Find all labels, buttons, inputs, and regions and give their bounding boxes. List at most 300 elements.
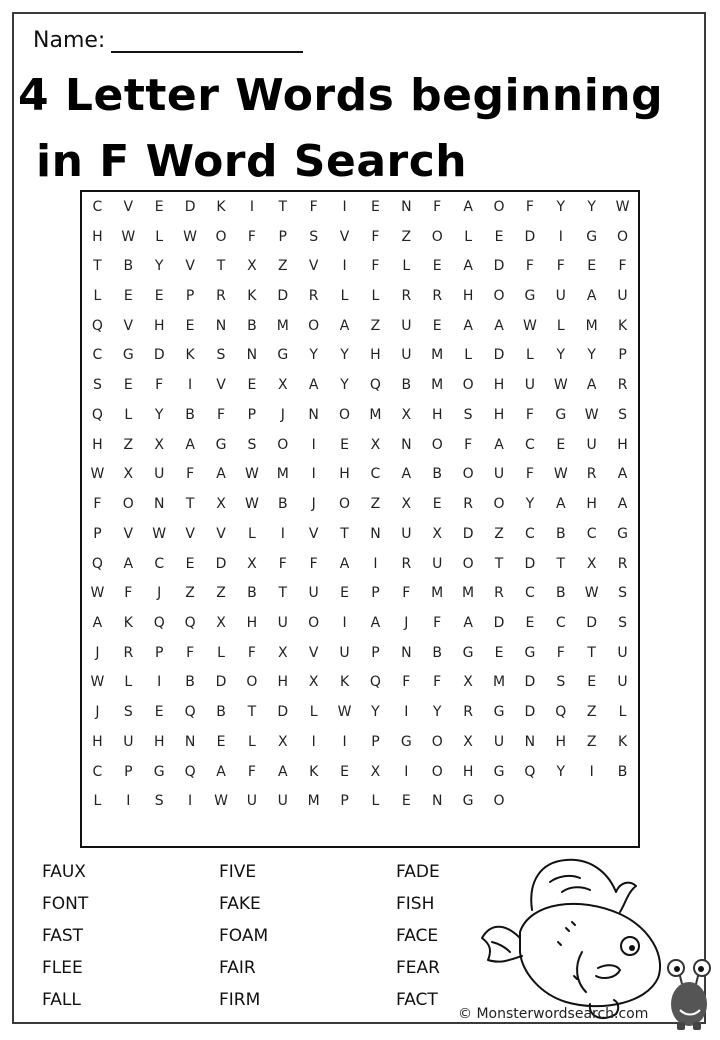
word-list-item: FACE bbox=[396, 926, 439, 946]
grid-letter: K bbox=[247, 288, 257, 305]
grid-letter: T bbox=[185, 496, 195, 513]
grid-letter: Y bbox=[309, 347, 318, 364]
grid-letter: F bbox=[186, 644, 195, 661]
grid-letter: G bbox=[400, 733, 412, 750]
grid-letter: V bbox=[339, 228, 350, 245]
grid-letter: S bbox=[618, 615, 627, 632]
grid-letter: L bbox=[124, 406, 133, 423]
grid-letter: S bbox=[309, 228, 319, 245]
grid-letter: W bbox=[121, 228, 136, 245]
grid-letter: W bbox=[244, 466, 259, 483]
grid-letter: Z bbox=[123, 436, 134, 453]
grid-letter: D bbox=[586, 615, 598, 632]
grid-letter: W bbox=[337, 704, 352, 721]
grid-letter: E bbox=[216, 733, 226, 750]
grid-letter: N bbox=[401, 644, 412, 661]
grid-letter: K bbox=[617, 733, 628, 750]
grid-letter: W bbox=[90, 466, 105, 483]
grid-letter: X bbox=[123, 466, 134, 483]
grid-letter: T bbox=[247, 704, 257, 721]
grid-letter: U bbox=[401, 347, 412, 364]
grid-letter: M bbox=[585, 317, 598, 334]
name-label: Name: bbox=[33, 28, 106, 53]
grid-letter: D bbox=[524, 674, 536, 691]
grid-letter: H bbox=[586, 496, 597, 513]
grid-letter: P bbox=[618, 347, 627, 364]
grid-letter: Y bbox=[587, 198, 596, 215]
grid-letter: A bbox=[92, 615, 103, 632]
grid-letter: H bbox=[277, 674, 289, 691]
grid-letter: Y bbox=[340, 347, 349, 364]
grid-letter: A bbox=[339, 555, 350, 572]
grid-letter: E bbox=[123, 288, 133, 305]
grid-letter: O bbox=[431, 228, 443, 245]
grid-letter: N bbox=[246, 347, 258, 364]
grid-letter: W bbox=[90, 674, 105, 691]
grid-letter: U bbox=[277, 793, 288, 810]
grid-letter: F bbox=[309, 555, 318, 572]
grid-letter: Z bbox=[401, 228, 412, 245]
word-list-item: FADE bbox=[396, 862, 440, 882]
grid-letter: O bbox=[493, 288, 505, 305]
grid-letter: A bbox=[586, 377, 597, 394]
grid-letter: E bbox=[123, 377, 133, 394]
grid-letter: V bbox=[308, 644, 319, 661]
grid-letter: O bbox=[215, 228, 227, 245]
grid-letter: F bbox=[93, 496, 102, 513]
grid-letter: I bbox=[404, 704, 409, 721]
grid-letter: W bbox=[584, 406, 599, 423]
grid-letter: X bbox=[247, 555, 257, 572]
grid-letter: Q bbox=[153, 615, 165, 632]
grid-letter: O bbox=[308, 317, 320, 334]
grid-letter: X bbox=[401, 406, 412, 423]
grid-letter: I bbox=[311, 436, 316, 453]
grid-letter: W bbox=[553, 377, 568, 394]
grid-letter: P bbox=[154, 644, 164, 661]
grid-letter: M bbox=[431, 585, 444, 602]
grid-letter: Y bbox=[525, 496, 535, 513]
grid-letter: D bbox=[277, 288, 289, 305]
grid-letter: S bbox=[154, 793, 164, 810]
grid-letter: I bbox=[188, 377, 193, 394]
grid-letter: B bbox=[185, 406, 195, 423]
grid-letter: T bbox=[93, 258, 102, 275]
grid-letter: J bbox=[95, 704, 100, 721]
grid-letter: B bbox=[247, 317, 257, 334]
grid-letter: T bbox=[494, 555, 504, 572]
grid-letter: L bbox=[464, 347, 472, 364]
grid-letter: K bbox=[339, 674, 350, 691]
grid-letter: O bbox=[462, 377, 474, 394]
grid-letter: M bbox=[307, 793, 320, 810]
grid-letter: C bbox=[524, 436, 535, 453]
grid-letter: A bbox=[463, 198, 473, 215]
grid-letter: Z bbox=[586, 704, 597, 721]
grid-letter: D bbox=[215, 555, 227, 572]
word-list-item: FONT bbox=[42, 894, 89, 914]
word-search-grid bbox=[80, 190, 640, 848]
grid-letter: A bbox=[555, 496, 566, 513]
grid-letter: S bbox=[618, 585, 627, 602]
grid-letter: F bbox=[309, 198, 318, 215]
grid-letter: L bbox=[340, 288, 349, 305]
grid-letter: T bbox=[278, 585, 288, 602]
grid-letter: B bbox=[401, 377, 412, 394]
grid-letter: R bbox=[586, 466, 597, 483]
grid-letter: N bbox=[215, 317, 227, 334]
grid-letter: X bbox=[463, 733, 473, 750]
grid-letter: Q bbox=[524, 763, 536, 780]
grid-letter: R bbox=[617, 555, 628, 572]
grid-letter: G bbox=[122, 347, 134, 364]
grid-letter: O bbox=[246, 674, 258, 691]
grid-letter: W bbox=[522, 317, 537, 334]
grid-letter: Z bbox=[370, 317, 381, 334]
grid-letter: A bbox=[463, 317, 473, 334]
grid-letter: W bbox=[244, 496, 259, 513]
grid-letter: B bbox=[555, 525, 566, 542]
grid-letter: A bbox=[463, 615, 473, 632]
grid-letter: Z bbox=[185, 585, 195, 602]
grid-letter: Y bbox=[556, 198, 566, 215]
grid-letter: U bbox=[617, 674, 628, 691]
grid-letter: L bbox=[556, 317, 565, 334]
grid-letter: X bbox=[277, 644, 288, 661]
grid-letter: H bbox=[92, 733, 103, 750]
word-list-item: FIRM bbox=[219, 990, 261, 1010]
grid-letter: Q bbox=[555, 704, 567, 721]
grid-letter: A bbox=[308, 377, 319, 394]
grid-letter: N bbox=[308, 406, 319, 423]
grid-letter: D bbox=[462, 525, 474, 542]
word-list-item: FEAR bbox=[396, 958, 440, 978]
grid-letter: I bbox=[342, 615, 347, 632]
grid-letter: X bbox=[463, 674, 473, 691]
grid-letter: T bbox=[216, 258, 226, 275]
grid-letter: N bbox=[184, 733, 196, 750]
grid-letter: C bbox=[154, 555, 165, 572]
grid-letter: B bbox=[185, 674, 195, 691]
grid-letter: F bbox=[556, 644, 565, 661]
grid-letter: R bbox=[401, 555, 412, 572]
grid-letter: U bbox=[339, 644, 350, 661]
monster-mascot-icon bbox=[664, 958, 716, 1032]
grid-letter: P bbox=[185, 288, 195, 305]
grid-letter: I bbox=[311, 466, 316, 483]
grid-letter: I bbox=[558, 228, 563, 245]
grid-letter: O bbox=[617, 228, 629, 245]
grid-letter: D bbox=[524, 704, 536, 721]
grid-letter: W bbox=[183, 228, 198, 245]
grid-letter: U bbox=[432, 555, 443, 572]
grid-letter: G bbox=[277, 347, 289, 364]
grid-letter: O bbox=[122, 496, 134, 513]
word-list-item: FAKE bbox=[219, 894, 261, 914]
grid-letter: T bbox=[278, 198, 288, 215]
grid-letter: U bbox=[524, 377, 535, 394]
grid-letter: X bbox=[432, 525, 442, 542]
grid-letter: W bbox=[615, 198, 630, 215]
grid-letter: F bbox=[371, 228, 380, 245]
grid-letter: X bbox=[247, 258, 257, 275]
grid-letter: L bbox=[371, 288, 380, 305]
grid-letter: H bbox=[617, 436, 628, 453]
grid-letter: G bbox=[524, 288, 536, 305]
grid-letter: G bbox=[462, 644, 474, 661]
grid-letter: Z bbox=[494, 525, 504, 542]
grid-letter: P bbox=[124, 763, 133, 780]
grid-letter: O bbox=[431, 436, 443, 453]
grid-letter: D bbox=[493, 258, 505, 275]
grid-letter: O bbox=[462, 466, 474, 483]
grid-letter: G bbox=[555, 406, 567, 423]
grid-letter: B bbox=[432, 644, 443, 661]
grid-letter: F bbox=[525, 198, 534, 215]
grid-letter: O bbox=[493, 793, 505, 810]
grid-letter: F bbox=[525, 466, 534, 483]
grid-letter: L bbox=[124, 674, 133, 691]
grid-letter: E bbox=[371, 198, 380, 215]
name-line bbox=[111, 29, 303, 53]
grid-letter: O bbox=[431, 763, 443, 780]
grid-letter: U bbox=[617, 644, 628, 661]
grid-letter: D bbox=[184, 198, 196, 215]
grid-letter: L bbox=[525, 347, 534, 364]
grid-letter: U bbox=[246, 793, 257, 810]
grid-letter: D bbox=[277, 704, 289, 721]
word-list-item: FAUX bbox=[42, 862, 86, 882]
grid-letter: A bbox=[277, 763, 288, 780]
grid-letter: X bbox=[154, 436, 164, 453]
grid-letter: Y bbox=[371, 704, 380, 721]
grid-letter: N bbox=[370, 525, 381, 542]
grid-letter: F bbox=[433, 674, 442, 691]
grid-letter: H bbox=[462, 288, 474, 305]
grid-letter: C bbox=[524, 525, 535, 542]
grid-letter: N bbox=[401, 198, 412, 215]
grid-letter: U bbox=[493, 466, 505, 483]
grid-letter: S bbox=[216, 347, 226, 364]
grid-letter: Y bbox=[556, 347, 566, 364]
grid-letter: L bbox=[464, 228, 472, 245]
copyright-text: © Monsterwordsearch.com bbox=[458, 1006, 649, 1022]
grid-letter: K bbox=[617, 317, 628, 334]
grid-letter: M bbox=[369, 406, 382, 423]
grid-letter: H bbox=[493, 406, 505, 423]
grid-letter: R bbox=[308, 288, 319, 305]
grid-letter: L bbox=[247, 525, 256, 542]
grid-letter: H bbox=[153, 733, 165, 750]
word-list-item: FISH bbox=[396, 894, 435, 914]
grid-letter: U bbox=[308, 585, 319, 602]
grid-letter: V bbox=[216, 377, 226, 394]
grid-letter: V bbox=[185, 525, 195, 542]
grid-letter: Z bbox=[586, 733, 597, 750]
grid-letter: D bbox=[493, 615, 505, 632]
word-list-item: FOAM bbox=[219, 926, 269, 946]
grid-letter: J bbox=[95, 644, 100, 661]
grid-letter: L bbox=[93, 288, 102, 305]
grid-letter: F bbox=[402, 585, 411, 602]
grid-letter: X bbox=[370, 436, 381, 453]
grid-letter: P bbox=[371, 644, 380, 661]
grid-letter: U bbox=[586, 436, 597, 453]
grid-letter: A bbox=[494, 436, 504, 453]
grid-letter: W bbox=[214, 793, 228, 810]
grid-letter: E bbox=[185, 555, 195, 572]
grid-letter: E bbox=[340, 436, 349, 453]
grid-letter: B bbox=[617, 763, 628, 780]
grid-letter: M bbox=[462, 585, 475, 602]
grid-letter: E bbox=[340, 585, 349, 602]
grid-letter: F bbox=[556, 258, 565, 275]
grid-letter: I bbox=[342, 258, 347, 275]
grid-letter: X bbox=[277, 733, 288, 750]
grid-letter: Q bbox=[369, 674, 381, 691]
grid-letter: B bbox=[247, 585, 257, 602]
name-field bbox=[33, 28, 303, 53]
grid-letter: R bbox=[463, 704, 473, 721]
grid-letter: T bbox=[340, 525, 349, 542]
grid-letter: Y bbox=[340, 377, 349, 394]
grid-letter: Q bbox=[184, 704, 196, 721]
grid-letter: Y bbox=[432, 704, 442, 721]
grid-letter: G bbox=[215, 436, 227, 453]
grid-letter: G bbox=[153, 763, 165, 780]
grid-letter: G bbox=[493, 704, 505, 721]
grid-letter: F bbox=[186, 466, 195, 483]
grid-letter: M bbox=[492, 674, 506, 691]
grid-letter: A bbox=[216, 763, 226, 780]
grid-letter: H bbox=[246, 615, 258, 632]
grid-letter: I bbox=[373, 555, 378, 572]
grid-letter: H bbox=[431, 406, 443, 423]
grid-letter: G bbox=[462, 793, 474, 810]
grid-letter: P bbox=[371, 733, 380, 750]
grid-letter: C bbox=[370, 466, 381, 483]
grid-letter: P bbox=[278, 228, 287, 245]
grid-letter: U bbox=[401, 525, 412, 542]
grid-letter: I bbox=[404, 763, 409, 780]
grid-letter: V bbox=[123, 317, 134, 334]
grid-letter: J bbox=[404, 615, 409, 632]
grid-letter: O bbox=[277, 436, 289, 453]
grid-letter: A bbox=[586, 288, 597, 305]
grid-letter: F bbox=[278, 555, 287, 572]
grid-letter: A bbox=[617, 496, 628, 513]
grid-letter: C bbox=[555, 615, 566, 632]
grid-letter: L bbox=[155, 228, 164, 245]
grid-letter: R bbox=[401, 288, 412, 305]
grid-letter: N bbox=[153, 496, 165, 513]
grid-letter: K bbox=[185, 347, 195, 364]
grid-letter: V bbox=[308, 525, 319, 542]
grid-letter: T bbox=[556, 555, 566, 572]
grid-letter: D bbox=[493, 347, 505, 364]
grid-letter: B bbox=[123, 258, 134, 275]
grid-letter: Q bbox=[91, 317, 103, 334]
page-title-line-2: in F Word Search bbox=[36, 136, 468, 187]
grid-letter: L bbox=[309, 704, 318, 721]
grid-letter: E bbox=[494, 644, 504, 661]
grid-letter: D bbox=[524, 228, 536, 245]
grid-letter: H bbox=[339, 466, 350, 483]
grid-letter: Z bbox=[370, 496, 381, 513]
grid-letter: I bbox=[589, 763, 594, 780]
grid-letter: R bbox=[216, 288, 226, 305]
grid-letter: H bbox=[153, 317, 165, 334]
grid-letter: F bbox=[371, 258, 380, 275]
grid-letter: L bbox=[93, 793, 102, 810]
grid-letter: V bbox=[308, 258, 319, 275]
grid-letter: D bbox=[215, 674, 227, 691]
grid-letter: W bbox=[90, 585, 105, 602]
grid-letter: I bbox=[280, 525, 285, 542]
grid-letter: K bbox=[309, 763, 319, 780]
grid-letter: S bbox=[556, 674, 566, 691]
grid-letter: F bbox=[525, 406, 534, 423]
grid-letter: U bbox=[154, 466, 165, 483]
grid-letter: Y bbox=[154, 258, 164, 275]
grid-letter: X bbox=[401, 496, 412, 513]
grid-letter: S bbox=[618, 406, 627, 423]
grid-letter: A bbox=[185, 436, 195, 453]
grid-letter: I bbox=[249, 198, 254, 215]
grid-letter: N bbox=[431, 793, 443, 810]
grid-letter: C bbox=[92, 198, 103, 215]
grid-letter: E bbox=[432, 496, 442, 513]
grid-letter: Q bbox=[369, 377, 381, 394]
grid-letter: E bbox=[494, 228, 504, 245]
grid-letter: F bbox=[247, 228, 256, 245]
grid-letter: I bbox=[311, 733, 316, 750]
grid-letter: B bbox=[216, 704, 226, 721]
grid-letter: C bbox=[92, 347, 103, 364]
grid-letter: E bbox=[525, 615, 535, 632]
grid-letter: I bbox=[126, 793, 131, 810]
grid-letter: U bbox=[555, 288, 566, 305]
grid-letter: Y bbox=[556, 763, 566, 780]
grid-letter: S bbox=[463, 406, 473, 423]
grid-letter: E bbox=[401, 793, 411, 810]
grid-letter: M bbox=[431, 377, 444, 394]
grid-letter: K bbox=[123, 615, 133, 632]
grid-letter: F bbox=[525, 258, 534, 275]
word-list-item: FIVE bbox=[219, 862, 257, 882]
word-list-item: FACT bbox=[396, 990, 438, 1010]
grid-letter: A bbox=[339, 317, 350, 334]
grid-letter: V bbox=[123, 525, 134, 542]
grid-letter: R bbox=[617, 377, 628, 394]
grid-letter: B bbox=[277, 496, 288, 513]
grid-letter: O bbox=[308, 615, 320, 632]
grid-letter: J bbox=[157, 585, 162, 602]
grid-letter: T bbox=[587, 644, 596, 661]
grid-letter: U bbox=[617, 288, 628, 305]
grid-letter: E bbox=[340, 763, 349, 780]
grid-letter: G bbox=[493, 763, 505, 780]
grid-letter: X bbox=[216, 496, 226, 513]
grid-letter: L bbox=[217, 644, 225, 661]
grid-letter: H bbox=[493, 377, 505, 394]
page-title-line-1: 4 Letter Words beginning bbox=[18, 70, 664, 121]
grid-letter: H bbox=[370, 347, 381, 364]
grid-letter: R bbox=[463, 496, 473, 513]
grid-letter: E bbox=[154, 198, 164, 215]
grid-letter: U bbox=[123, 733, 134, 750]
grid-letter: K bbox=[216, 198, 226, 215]
